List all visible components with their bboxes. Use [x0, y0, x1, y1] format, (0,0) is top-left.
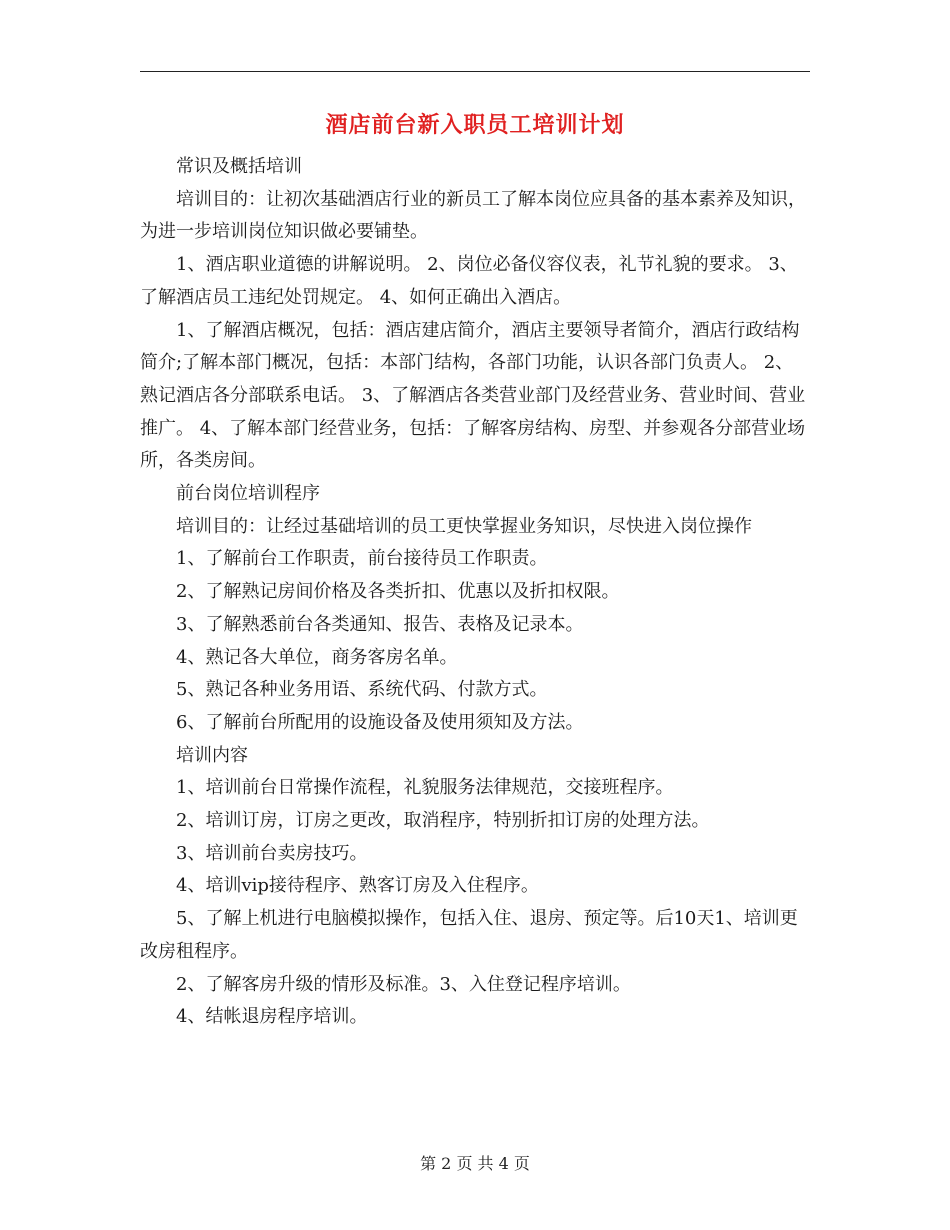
paragraph: 培训目的：让初次基础酒店行业的新员工了解本岗位应具备的基本素养及知识，为进一步培训岗位知识做必要铺垫。: [140, 188, 806, 243]
list-item: 4、培训vip接待程序、熟客订房及入住程序。: [176, 875, 539, 897]
paragraph: 1、了解酒店概况，包括：酒店建店简介，酒店主要领导者简介，酒店行政结构简介;了解本部门概况，包括：本部门结构，各部门功能，认识各部门负责人。 2、熟记酒店各分部联系电话。 3、了解酒店各类营业部门及经营业务、营业时间、营业推广。 4、了解本部门经营业务，包括：了解客房结构、房型、并参观各分部营业场所，各类房间。: [140, 319, 806, 472]
list-item: 5、了解上机进行电脑模拟操作，包括入住、退房、预定等。后10天1、培训更改房租程序。: [140, 908, 798, 962]
list-item: 4、结帐退房程序培训。: [176, 1006, 368, 1028]
list-item: 3、培训前台卖房技巧。: [176, 842, 368, 864]
list-item: 4、熟记各大单位，商务客房名单。: [176, 646, 458, 668]
page-footer: [0, 1152, 950, 1176]
list-item: 2、了解客房升级的情形及标准。3、入住登记程序培训。: [176, 973, 631, 995]
page-number: 第 2 页 共 4 页: [420, 1154, 530, 1173]
document-body: [140, 151, 810, 1034]
list-item: 2、了解熟记房间价格及各类折扣、优惠以及折扣权限。: [176, 581, 620, 603]
list-item: 3、了解熟悉前台各类通知、报告、表格及记录本。: [176, 613, 584, 635]
document-title: 酒店前台新入职员工培训计划: [325, 112, 625, 138]
list-item: 5、熟记各种业务用语、系统代码、付款方式。: [176, 679, 548, 701]
list-item: 6、了解前台所配用的设施设备及使用须知及方法。: [176, 711, 584, 733]
section-heading-content: 培训内容: [176, 744, 248, 766]
list-item: 2、培训订房，订房之更改，取消程序，特别折扣订房的处理方法。: [176, 810, 710, 832]
paragraph: 培训目的：让经过基础培训的员工更快掌握业务知识，尽快进入岗位操作: [176, 515, 752, 537]
section-heading-front-desk: 前台岗位培训程序: [176, 483, 320, 505]
list-item: 1、了解前台工作职责，前台接待员工作职责。: [176, 548, 548, 570]
list-item: 1、培训前台日常操作流程，礼貌服务法律规范，交接班程序。: [176, 777, 674, 799]
paragraph: 1、酒店职业道德的讲解说明。 2、岗位必备仪容仪表，礼节礼貌的要求。 3、了解酒店员工违纪处罚规定。 4、如何正确出入酒店。: [140, 254, 798, 308]
header-rule: [140, 71, 810, 72]
section-heading-basics: 常识及概括培训: [176, 156, 302, 177]
